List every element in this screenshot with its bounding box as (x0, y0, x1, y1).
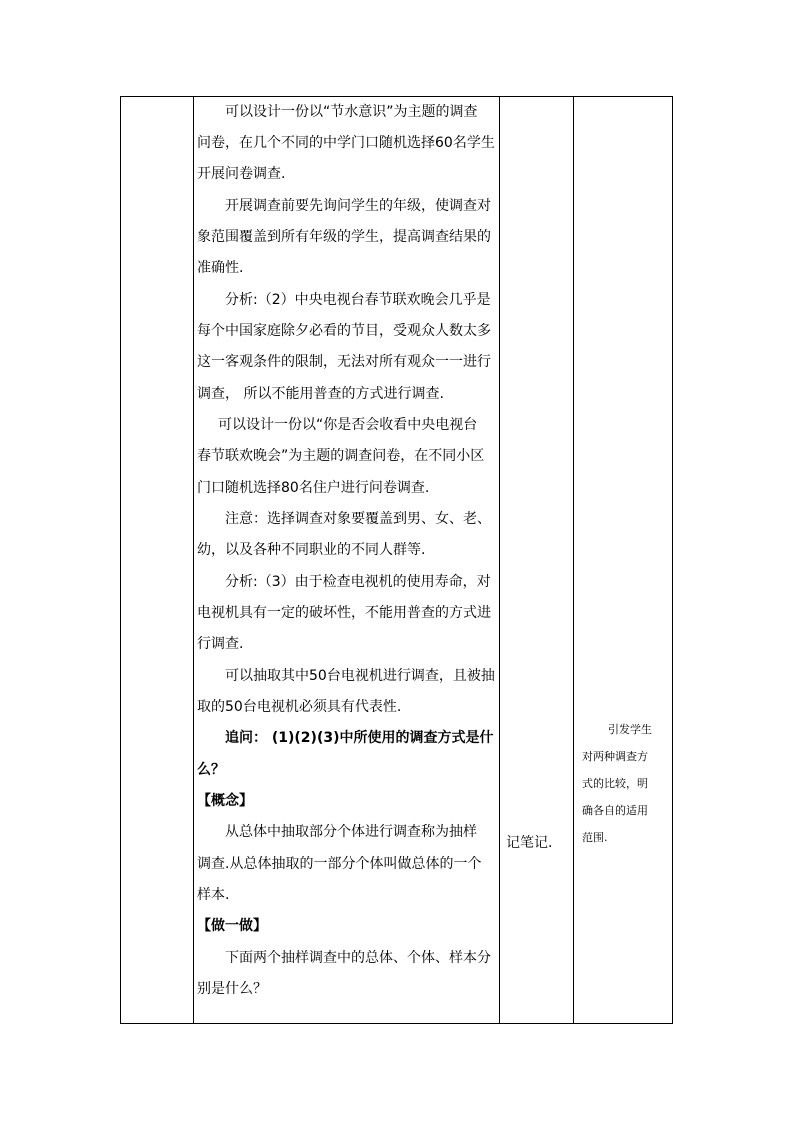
design-intent-line: 引发学生 (608, 723, 652, 736)
content-line: 调查， 所以不能用普查的方式进行调查. (197, 386, 444, 402)
content-line: 注意：选择调查对象要覆盖到男、女、老、 (225, 511, 491, 527)
content-line: 分析:（3）由于检查电视机的使用寿命，对 (225, 574, 491, 590)
content-line: 分析:（2）中央电视台春节联欢晚会几乎是 (225, 292, 491, 308)
content-line: 象范围覆盖到所有年级的学生，提高调查结果的 (197, 229, 491, 245)
content-line: 可以设计一份以“你是否会收看中央电视台 (218, 417, 478, 433)
content-line: 从总体中抽取部分个体进行调查称为抽样 (225, 824, 477, 840)
design-intent-line: 确各自的适用 (582, 804, 648, 817)
content-line: 可以设计一份以“节水意识”为主题的调查 (225, 104, 478, 120)
content-line: 开展问卷调查. (197, 166, 286, 182)
content-line: 问卷，在几个不同的中学门口随机选择60名学生 (197, 135, 495, 151)
column-divider-1 (193, 97, 194, 1023)
section-heading: 【做一做】 (197, 918, 267, 934)
content-line: 这一客观条件的限制，无法对所有观众一一进行 (197, 354, 491, 370)
content-line: 电视机具有一定的破坏性，不能用普查的方式进 (197, 605, 491, 621)
column-divider-3 (573, 97, 574, 1023)
content-line: 准确性. (197, 260, 244, 276)
content-line: 别是什么？ (197, 981, 267, 997)
content-line: 春节联欢晚会”为主题的调查问卷，在不同小区 (197, 448, 485, 464)
content-line: 幼，以及各种不同职业的不同人群等. (197, 542, 426, 558)
content-line: 样本. (197, 887, 230, 903)
section-heading: 【概念】 (197, 793, 253, 809)
content-line: 么？ (197, 762, 225, 778)
content-line: 每个中国家庭除夕必看的节目，受观众人数太多 (197, 323, 491, 339)
design-intent-line: 式的比较，明 (582, 777, 648, 790)
content-line: 下面两个抽样调查中的总体、个体、样本分 (225, 950, 491, 966)
design-intent-line: 对两种调查方 (582, 750, 648, 763)
content-line: 行调查. (197, 636, 244, 652)
content-line: 调查.从总体抽取的一部分个体叫做总体的一个 (197, 856, 482, 872)
content-line: 可以抽取其中50台电视机进行调查，且被抽 (225, 668, 495, 684)
content-line: 追问： (1)(2)(3)中所使用的调查方式是什 (225, 730, 494, 746)
content-line: 取的50台电视机必须具有代表性. (197, 699, 402, 715)
student-activity-cell: 记笔记. (506, 835, 553, 851)
design-intent-line: 范围. (582, 831, 608, 844)
content-line: 门口随机选择80名住户进行问卷调查. (197, 480, 430, 496)
column-divider-2 (499, 97, 500, 1023)
content-line: 开展调查前要先询问学生的年级，使调查对 (225, 198, 491, 214)
